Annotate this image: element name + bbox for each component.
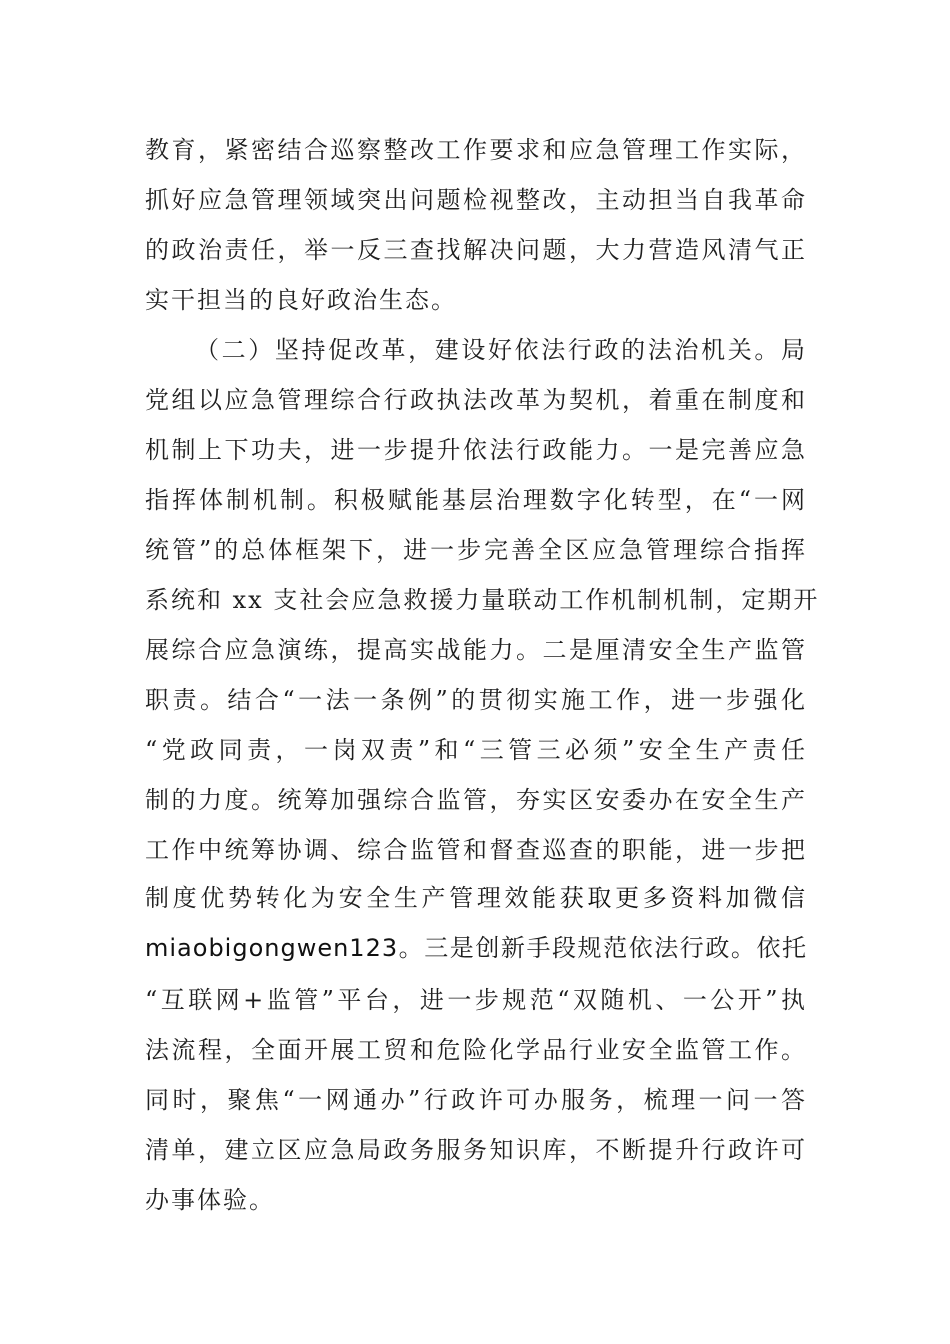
body-line: “党政同责，一岗双责”和“三管三必须”安全生产责任 xyxy=(145,736,807,764)
promo-text: 获取更多资料加微信 xyxy=(559,884,807,912)
body-line: 统管”的总体框架下，进一步完善全区应急管理综合指挥 xyxy=(145,536,807,564)
body-line: 展综合应急演练，提高实战能力。二是厘清安全生产监管 xyxy=(145,636,807,664)
body-line: 同时，聚焦“一网通办”行政许可办服务，梳理一问一答 xyxy=(145,1086,807,1114)
body-line: 的政治责任，举一反三查找解决问题，大力营造风清气正 xyxy=(145,236,807,264)
section-heading-line: （二）坚持促改革，建设好依法行政的法治机关。局 xyxy=(195,336,807,364)
body-line: 清单，建立区应急局政务服务知识库，不断提升行政许可 xyxy=(145,1136,807,1164)
body-line: 法流程，全面开展工贸和危险化学品行业安全监管工作。 xyxy=(145,1036,807,1064)
body-line-with-promo xyxy=(145,878,807,918)
body-line-with-promo xyxy=(145,928,807,968)
promo-id: miaobigongwen123 xyxy=(145,934,399,962)
body-line: 机制上下功夫，进一步提升依法行政能力。一是完善应急 xyxy=(145,436,807,464)
body-line: 工作中统筹协调、综合监管和督查巡查的职能，进一步把 xyxy=(145,836,807,864)
body-line: 党组以应急管理综合行政执法改革为契机，着重在制度和 xyxy=(145,386,807,414)
body-line: 教育，紧密结合巡察整改工作要求和应急管理工作实际， xyxy=(145,136,807,164)
body-text: 。三是创新手段规范依法行政。依托 xyxy=(398,934,807,962)
body-line: 指挥体制机制。积极赋能基层治理数字化转型，在“一网 xyxy=(145,486,807,514)
body-line: “互联网+监管”平台，进一步规范“双随机、一公开”执 xyxy=(145,986,807,1014)
body-text: 制度优势转化为安全生产管理效能 xyxy=(145,884,560,912)
body-line: 制的力度。统筹加强综合监管，夯实区安委办在安全生产 xyxy=(145,786,807,814)
body-line: 办事体验。 xyxy=(145,1186,275,1214)
body-line: 实干担当的良好政治生态。 xyxy=(145,286,457,314)
body-line: 抓好应急管理领域突出问题检视整改，主动担当自我革命 xyxy=(145,186,807,214)
body-line: 职责。结合“一法一条例”的贯彻实施工作，进一步强化 xyxy=(145,686,807,714)
body-line: 系统和 xx 支社会应急救援力量联动工作机制机制，定期开 xyxy=(145,586,820,614)
